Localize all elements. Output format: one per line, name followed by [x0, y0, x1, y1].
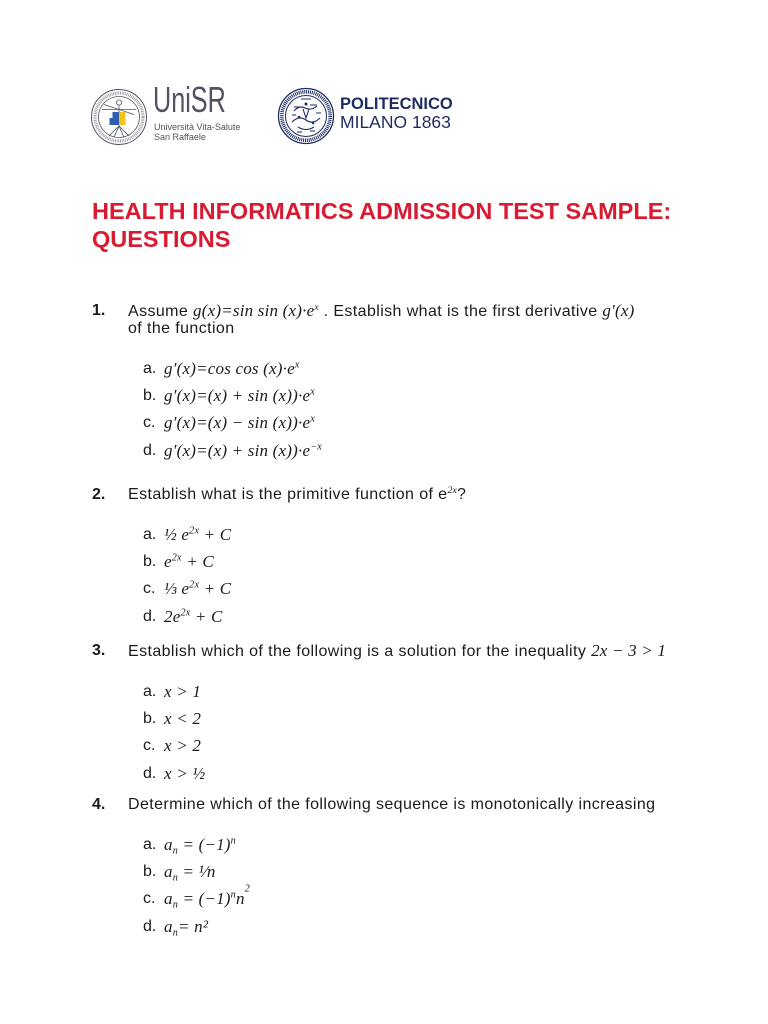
unisr-seal-logo — [90, 88, 148, 146]
expression-text: + C — [199, 524, 232, 544]
option-expression — [164, 413, 315, 433]
expression-exponent: n — [230, 889, 236, 901]
option-d — [143, 760, 732, 787]
answer-options — [92, 521, 732, 630]
expression-exponent: 2 — [244, 883, 250, 895]
option-a — [143, 355, 732, 382]
option-letter: d. — [143, 917, 157, 935]
expression-text: + C — [181, 551, 214, 571]
polimi-wordmark-line1: POLITECNICO — [340, 95, 453, 113]
option-letter: a. — [143, 359, 157, 377]
option-letter: b. — [143, 862, 157, 880]
stem-text: of the function — [128, 320, 235, 337]
expression-text: = (−1) — [178, 834, 231, 854]
expression-text: ½ e — [164, 524, 190, 544]
option-expression — [164, 862, 216, 882]
expression-text: = n² — [178, 916, 209, 936]
option-c — [143, 576, 732, 603]
option-letter: c. — [143, 580, 156, 598]
stem-exponent: x — [314, 302, 319, 314]
option-d — [143, 603, 732, 630]
option-expression — [164, 441, 322, 461]
option-letter: d. — [143, 607, 157, 625]
option-expression — [164, 917, 208, 937]
expression-text: = (−1) — [178, 889, 231, 909]
option-letter: d. — [143, 441, 157, 459]
expression-text: + C — [190, 606, 223, 626]
polimi-wordmark — [340, 95, 453, 131]
option-expression: x > ½ — [164, 763, 206, 783]
option-letter: a. — [143, 682, 157, 700]
question-header — [92, 642, 732, 660]
expression-exponent: 2x — [171, 552, 182, 564]
option-expression — [164, 579, 231, 599]
question-3 — [92, 642, 732, 787]
answer-options — [92, 355, 732, 464]
option-b — [143, 705, 732, 732]
question-header — [92, 302, 732, 337]
option-letter: a. — [143, 835, 157, 853]
unisr-subtitle — [154, 122, 240, 142]
expression-exponent: x — [310, 413, 315, 425]
sequence-index: n — [172, 845, 178, 857]
expression-exponent: 2x — [189, 525, 200, 537]
question-number: 1. — [92, 302, 106, 319]
sequence-index: n — [172, 872, 178, 884]
expression-exponent: 2x — [189, 579, 200, 591]
unisr-subtitle-line1: Università Vita-Salute — [154, 122, 241, 132]
option-a — [143, 521, 732, 548]
sequence-index: n — [172, 899, 178, 911]
stem-text: Determine which of the following sequence is monotonically increasing — [128, 796, 656, 813]
seal-shield — [110, 112, 126, 125]
expression-text: e — [164, 551, 172, 571]
option-letter: c. — [143, 414, 156, 432]
expression-text: g′(x)=(x) − sin (x))·e — [164, 413, 311, 433]
option-expression: x < 2 — [164, 708, 202, 728]
option-expression: x > 1 — [164, 681, 202, 701]
question-stem — [128, 642, 666, 660]
question-stem — [128, 302, 634, 337]
answer-options — [92, 831, 732, 940]
stem-text: Establish which of the following is a solution for the inequality — [128, 643, 592, 660]
seal-dots — [298, 103, 315, 125]
question-stem — [128, 796, 655, 813]
stem-math-function: g(x)=sin sin (x)·e — [193, 301, 315, 320]
option-letter: d. — [143, 764, 157, 782]
option-expression — [164, 525, 231, 545]
polimi-seal-logo — [277, 87, 335, 145]
expression-exponent: n — [230, 835, 236, 847]
unisr-wordmark: UniSR — [153, 79, 226, 120]
question-2 — [92, 486, 732, 630]
option-expression — [164, 835, 236, 855]
sequence-symbol: a — [164, 889, 173, 909]
stem-text: . Establish what is the first derivative — [318, 303, 603, 320]
expression-text: g′(x)=cos cos (x)·e — [164, 358, 295, 378]
expression-exponent: −x — [310, 441, 323, 453]
polimi-wordmark-line2: MILANO 1863 — [340, 112, 451, 132]
question-1 — [92, 302, 732, 464]
expression-text: ⅓ e — [164, 579, 190, 599]
question-header — [92, 796, 732, 813]
seal-rings — [279, 89, 334, 144]
option-expression — [164, 552, 214, 572]
option-letter: a. — [143, 525, 157, 543]
page-title-line2: QUESTIONS — [92, 226, 231, 252]
page-title-line1: HEALTH INFORMATICS ADMISSION TEST SAMPLE: — [92, 198, 672, 224]
expression-text: g′(x)=(x) + sin (x))·e — [164, 385, 311, 405]
expression-exponent: x — [294, 359, 300, 371]
question-stem — [128, 486, 466, 503]
option-a — [143, 831, 732, 858]
expression-text: = ¹⁄n — [178, 861, 216, 881]
question-number: 3. — [92, 642, 106, 659]
page-title — [92, 197, 671, 253]
option-d — [143, 437, 732, 464]
stem-math-inequality: 2x − 3 > 1 — [591, 641, 667, 660]
option-c — [143, 733, 732, 760]
stem-math-derivative: g′(x) — [602, 301, 635, 320]
option-expression — [164, 883, 250, 911]
sequence-symbol: a — [164, 861, 173, 881]
option-expression — [164, 607, 223, 627]
sequence-index: n — [172, 927, 178, 939]
option-expression — [164, 359, 300, 379]
stem-text: Establish what is the primitive function of e — [128, 486, 448, 503]
sequence-symbol: a — [164, 834, 173, 854]
answer-options — [92, 678, 732, 787]
option-letter: b. — [143, 709, 157, 727]
question-header — [92, 486, 732, 503]
option-letter: b. — [143, 552, 157, 570]
expression-text: 2e — [164, 606, 181, 626]
option-d — [143, 913, 732, 940]
option-letter: c. — [143, 890, 156, 908]
option-b — [143, 548, 732, 575]
option-b — [143, 382, 732, 409]
option-a — [143, 678, 732, 705]
expression-text: + C — [199, 579, 232, 599]
expression-text: n — [235, 889, 245, 909]
option-letter: b. — [143, 386, 157, 404]
sequence-symbol: a — [164, 916, 173, 936]
unisr-subtitle-line2: San Raffaele — [154, 132, 206, 142]
stem-text: Assume — [128, 303, 194, 320]
option-b — [143, 858, 732, 885]
expression-exponent: 2x — [180, 607, 191, 619]
question-number: 4. — [92, 796, 106, 813]
stem-exponent: 2x — [447, 485, 457, 497]
question-4 — [92, 796, 732, 940]
stem-text: ? — [456, 486, 467, 503]
option-expression — [164, 386, 315, 406]
option-expression: x > 2 — [164, 736, 202, 756]
expression-text: g′(x)=(x) + sin (x))·e — [164, 440, 311, 460]
option-letter: c. — [143, 737, 156, 755]
option-c — [143, 410, 732, 437]
expression-exponent: x — [310, 386, 315, 398]
question-number: 2. — [92, 486, 106, 503]
option-c — [143, 883, 732, 913]
